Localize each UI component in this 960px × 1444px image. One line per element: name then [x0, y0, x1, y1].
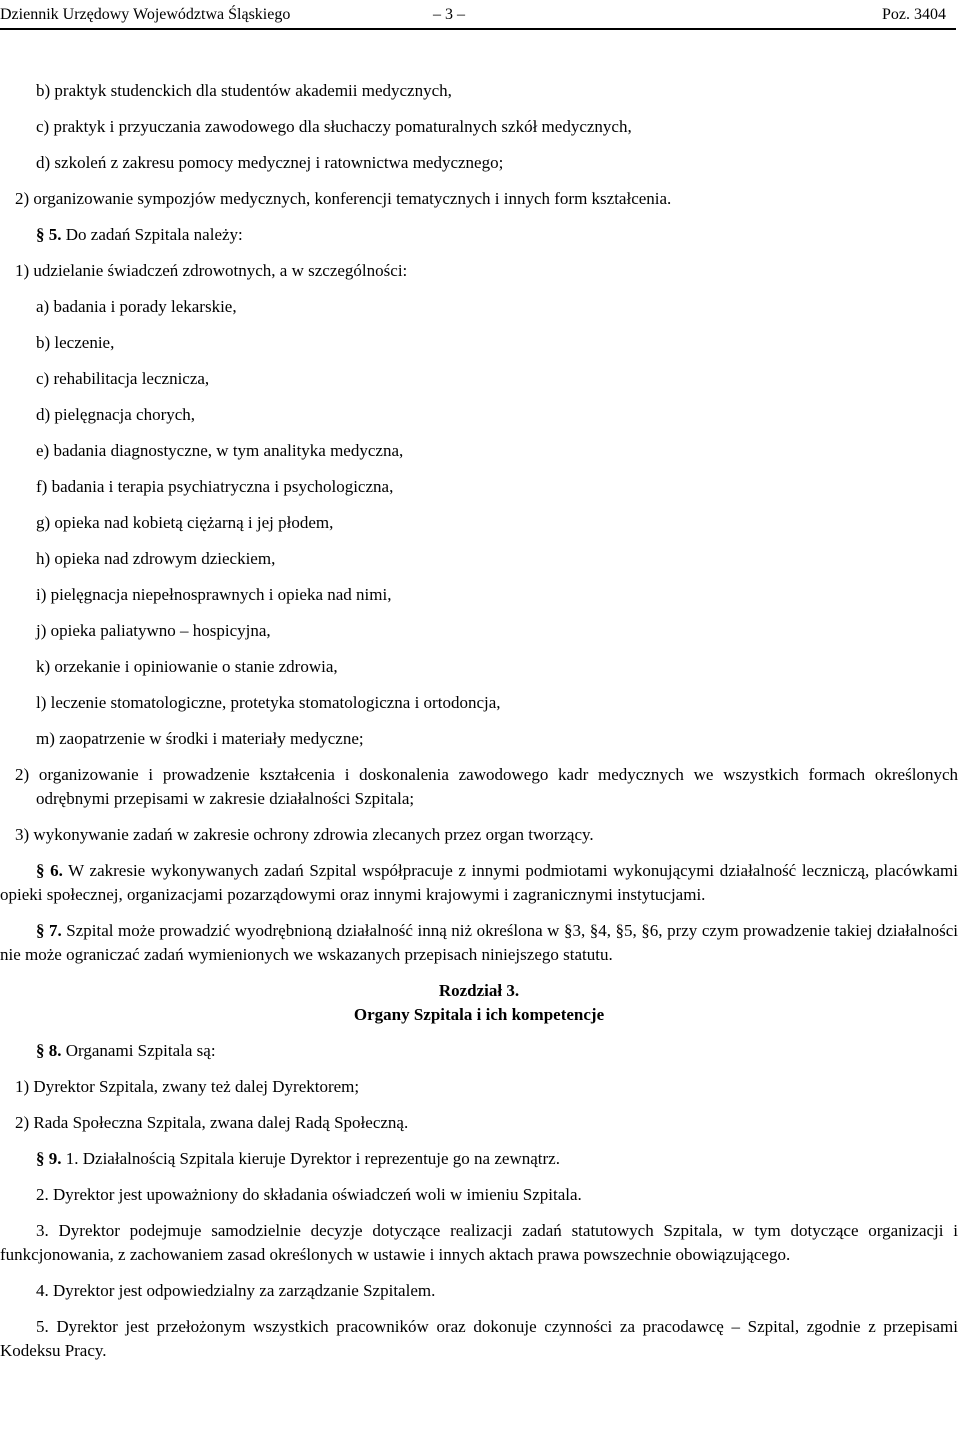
section-7	[0, 919, 958, 967]
section-9-text: 1. Działalnością Szpitala kieruje Dyrektor i reprezentuje go na zewnątrz.	[61, 1149, 560, 1168]
chapter-title: Organy Szpitala i ich kompetencje	[353, 1005, 605, 1024]
section-5-item-f: f) badania i terapia psychiatryczna i psychologiczna,	[36, 477, 394, 496]
section-8-number: § 8.	[36, 1041, 62, 1060]
position-number: Poz. 3404	[882, 6, 946, 23]
section-9-item-5: 5. Dyrektor jest przełożonym wszystkich pracowników oraz dokonuje czynności za pracodawcę – Szpital, zgodnie z przepisami Kodeksu Pracy.	[0, 1317, 958, 1360]
section-8-item-2: 2) Rada Społeczna Szpitala, zwana dalej Radą Społeczną.	[15, 1113, 409, 1132]
section-5-item-m: m) zaopatrzenie w środki i materiały medyczne;	[36, 729, 364, 748]
section-8-text: Organami Szpitala są:	[61, 1041, 216, 1060]
section-7-text: Szpital może prowadzić wyodrębnioną działalność inną niż określona w §3, §4, §5, §6, przy czym prowadzenie takiej działalności nie może ograniczać zadań wymienionych we wskazanych przepisach niniejszego statutu.	[0, 921, 959, 964]
section-5-item-b: b) leczenie,	[36, 333, 115, 352]
section-7-number: § 7.	[36, 921, 62, 940]
section-8-heading	[0, 1039, 958, 1063]
section-5-item-a: a) badania i porady lekarskie,	[36, 297, 237, 316]
section-5-item-l: l) leczenie stomatologiczne, protetyka stomatologiczna i ortodoncja,	[36, 693, 501, 712]
section-5-item-i: i) pielęgnacja niepełnosprawnych i opieka nad nimi,	[36, 585, 392, 604]
item-d: d) szkoleń z zakresu pomocy medycznej i ratownictwa medycznego;	[36, 153, 504, 172]
section-5-number: § 5.	[36, 225, 62, 244]
item-c: c) praktyk i przyuczania zawodowego dla słuchaczy pomaturalnych szkół medycznych,	[36, 117, 632, 136]
section-5-item-1: 1) udzielanie świadczeń zdrowotnych, a w szczególności:	[15, 261, 408, 280]
section-5-item-h: h) opieka nad zdrowym dzieckiem,	[36, 549, 276, 568]
item-2: 2) organizowanie sympozjów medycznych, konferencji tematycznych i innych form kształcenia.	[15, 189, 672, 208]
section-9-number: § 9.	[36, 1149, 62, 1168]
section-8-item-1: 1) Dyrektor Szpitala, zwany też dalej Dyrektorem;	[15, 1077, 360, 1096]
section-5-item-j: j) opieka paliatywno – hospicyjna,	[36, 621, 271, 640]
section-5-item-c: c) rehabilitacja lecznicza,	[36, 369, 210, 388]
section-5-item-2: 2) organizowanie i prowadzenie kształcenia i doskonalenia zawodowego kadr medycznych we wszystkich formach określonych odrębnymi przepisami w zakresie działalności Szpitala;	[15, 765, 958, 808]
section-6	[0, 859, 958, 907]
section-5-text: Do zadań Szpitala należy:	[61, 225, 243, 244]
page-number: – 3 –	[433, 6, 465, 23]
item-b: b) praktyk studenckich dla studentów akademii medycznych,	[36, 81, 452, 100]
section-5-item-3: 3) wykonywanie zadań w zakresie ochrony zdrowia zlecanych przez organ tworzący.	[15, 825, 594, 844]
journal-title: Dziennik Urzędowy Województwa Śląskiego	[0, 6, 291, 23]
page-header	[0, 2, 956, 30]
section-5-item-d: d) pielęgnacja chorych,	[36, 405, 196, 424]
section-5-item-g: g) opieka nad kobietą ciężarną i jej płodem,	[36, 513, 334, 532]
section-6-number: § 6.	[36, 861, 63, 880]
section-6-text: W zakresie wykonywanych zadań Szpital współpracuje z innymi podmiotami wykonującymi działalność leczniczą, placówkami opieki społecznej, organizacjami pozarządowymi oraz innymi krajowymi i zagranicznymi instytucjami.	[0, 861, 959, 904]
chapter-number: Rozdział 3.	[438, 981, 520, 1000]
section-5-heading	[0, 223, 958, 247]
section-9-item-3: 3. Dyrektor podejmuje samodzielnie decyzje dotyczące realizacji zadań statutowych Szpitala, w tym dotyczące organizacji i funkcjonowania, z zachowaniem zasad określonych w ustawie i innych aktach prawa powszechnie obowiązującego.	[0, 1221, 958, 1264]
document-body	[0, 79, 958, 1363]
section-5-item-e: e) badania diagnostyczne, w tym analityka medyczna,	[36, 441, 404, 460]
section-9-item-2: 2. Dyrektor jest upoważniony do składania oświadczeń woli w imieniu Szpitala.	[36, 1185, 582, 1204]
section-9-heading	[0, 1147, 958, 1171]
section-9-item-4: 4. Dyrektor jest odpowiedzialny za zarządzanie Szpitalem.	[36, 1281, 436, 1300]
section-5-item-k: k) orzekanie i opiniowanie o stanie zdrowia,	[36, 657, 338, 676]
